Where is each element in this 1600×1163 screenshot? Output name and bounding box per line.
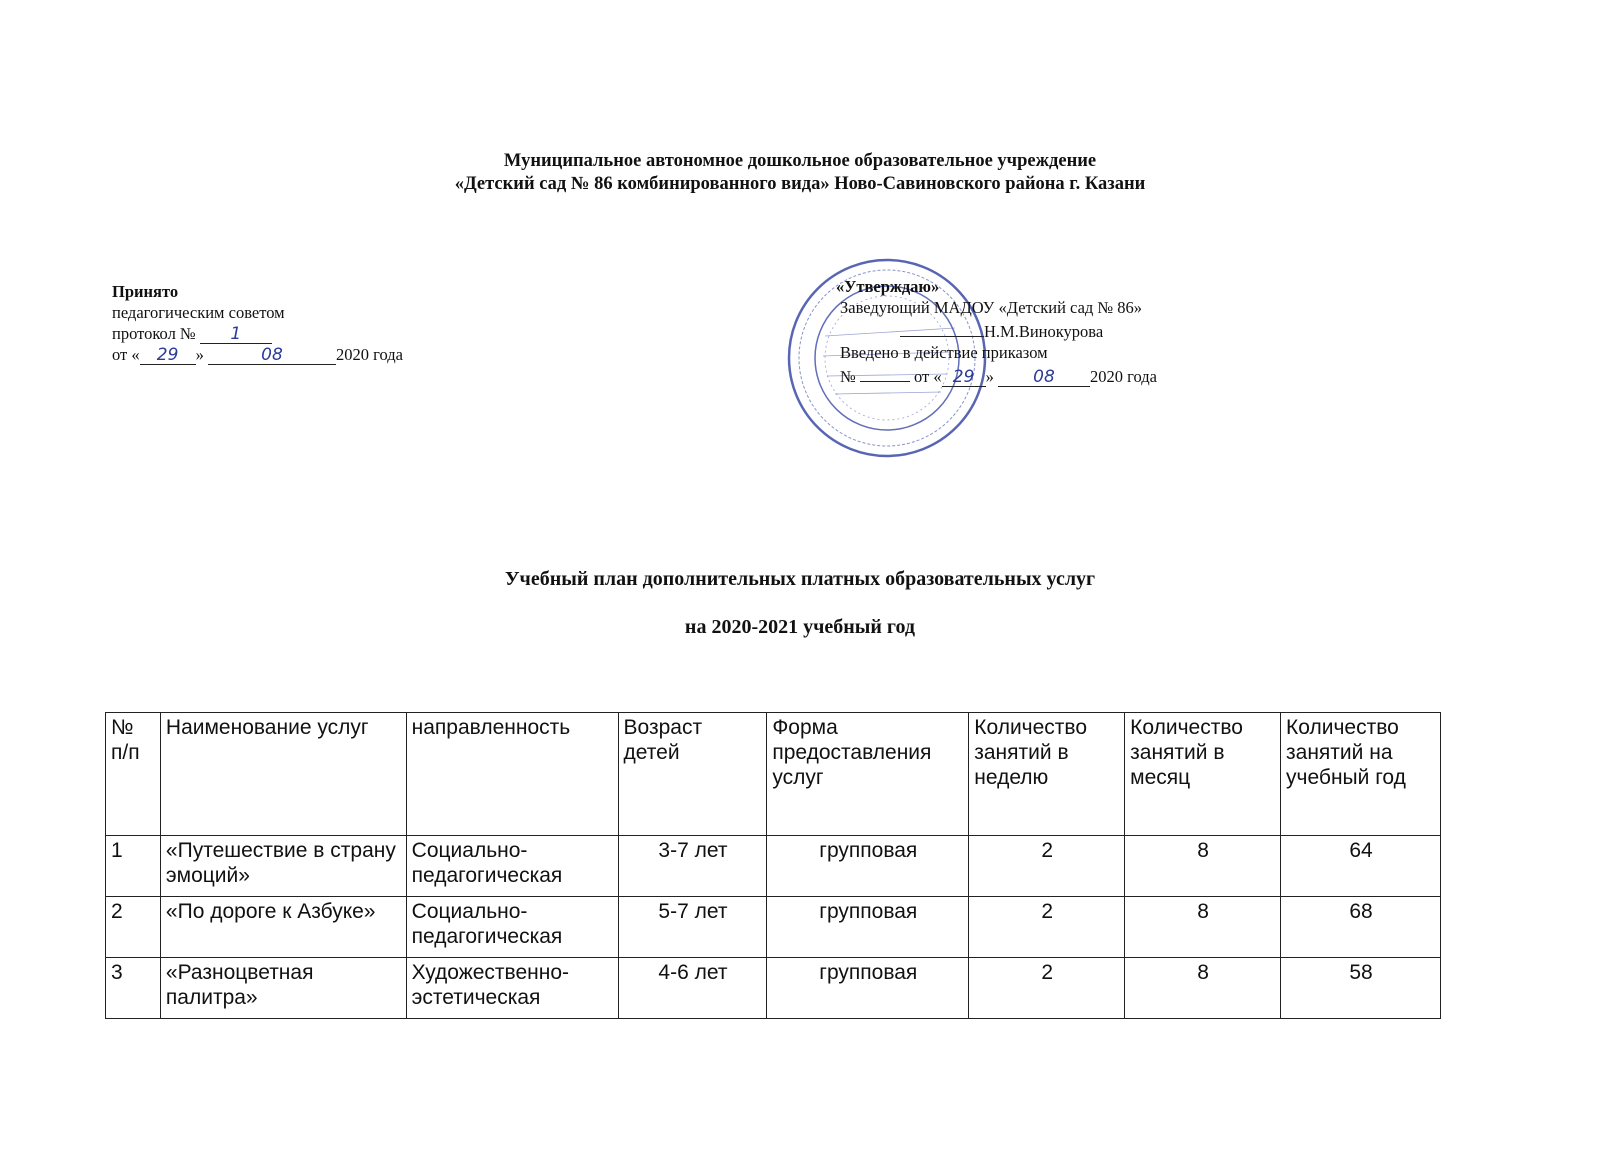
header-form: Форма предоставления услуг [767, 713, 969, 836]
organization-line-2: «Детский сад № 86 комбинированного вида» Ново-Савиновского района г. Казани [454, 174, 1146, 194]
accepted-year: 2020 года [336, 345, 403, 364]
approved-title: «Утверждаю» [836, 277, 940, 296]
cell-direction: Социально-педагогическая [406, 836, 618, 897]
accepted-body: педагогическим советом [112, 303, 285, 322]
accepted-title: Принято [112, 282, 179, 301]
protocol-label: протокол № [112, 324, 196, 343]
order-number-label: № [840, 367, 856, 386]
header-age: Возраст детей [618, 713, 767, 836]
header-per-week: Количество занятий в неделю [969, 713, 1125, 836]
signature-mark [900, 318, 984, 337]
header-direction: направленность [406, 713, 618, 836]
accepted-date-line [112, 344, 403, 365]
header-service-name: Наименование услуг [160, 713, 406, 836]
plan-title: Учебный план дополнительных платных образовательных услуг [504, 568, 1096, 590]
cell-per-month: 8 [1125, 897, 1281, 958]
table-header-row [106, 713, 1441, 836]
cell-per-year: 58 [1281, 958, 1441, 1019]
approved-order: Введено в действие приказом [840, 343, 1048, 362]
table-row [106, 836, 1441, 897]
approved-position: Заведующий МАДОУ «Детский сад № 86» [840, 298, 1143, 317]
cell-age: 3-7 лет [618, 836, 767, 897]
cell-age: 4-6 лет [618, 958, 767, 1019]
protocol-number: 1 [200, 325, 272, 344]
table-row [106, 897, 1441, 958]
cell-per-year: 68 [1281, 897, 1441, 958]
protocol-line [112, 323, 403, 344]
cell-number: 3 [106, 958, 161, 1019]
approved-year: 2020 года [1090, 367, 1157, 386]
cell-direction: Художественно-эстетическая [406, 958, 618, 1019]
cell-age: 5-7 лет [618, 897, 767, 958]
approved-day: 29 [942, 368, 986, 387]
cell-form: групповая [767, 897, 969, 958]
table-row [106, 958, 1441, 1019]
approved-date-mid: » [985, 367, 994, 386]
cell-number: 2 [106, 897, 161, 958]
approved-date-prefix: от « [914, 367, 942, 386]
cell-per-month: 8 [1125, 836, 1281, 897]
organization-line-1: Муниципальное автономное дошкольное образовательное учреждение [503, 151, 1097, 171]
services-table [105, 712, 1441, 1019]
cell-per-week: 2 [969, 897, 1125, 958]
approved-name: Н.М.Винокурова [984, 322, 1104, 341]
cell-per-week: 2 [969, 836, 1125, 897]
cell-number: 1 [106, 836, 161, 897]
cell-per-week: 2 [969, 958, 1125, 1019]
accepted-block [112, 281, 403, 365]
accepted-date-mid: » [195, 345, 204, 364]
approved-date-line [840, 363, 1157, 387]
cell-service-name: «Разноцветная палитра» [160, 958, 406, 1019]
order-number [860, 363, 910, 382]
approved-month: 08 [998, 368, 1090, 387]
approved-block [836, 276, 1157, 387]
approved-signature-line [840, 318, 1157, 342]
cell-per-month: 8 [1125, 958, 1281, 1019]
accepted-date-prefix: от « [112, 345, 140, 364]
cell-service-name: «По дороге к Азбуке» [160, 897, 406, 958]
header-per-year: Количество занятий на учебный год [1281, 713, 1441, 836]
header-per-month: Количество занятий в месяц [1125, 713, 1281, 836]
plan-subtitle: на 2020-2021 учебный год [684, 616, 916, 638]
organization-header [0, 150, 1600, 196]
accepted-month: 08 [208, 346, 336, 365]
accepted-day: 29 [140, 346, 196, 365]
cell-direction: Социально-педагогическая [406, 897, 618, 958]
cell-form: групповая [767, 958, 969, 1019]
cell-service-name: «Путешествие в страну эмоций» [160, 836, 406, 897]
cell-form: групповая [767, 836, 969, 897]
header-number: № п/п [106, 713, 161, 836]
cell-per-year: 64 [1281, 836, 1441, 897]
